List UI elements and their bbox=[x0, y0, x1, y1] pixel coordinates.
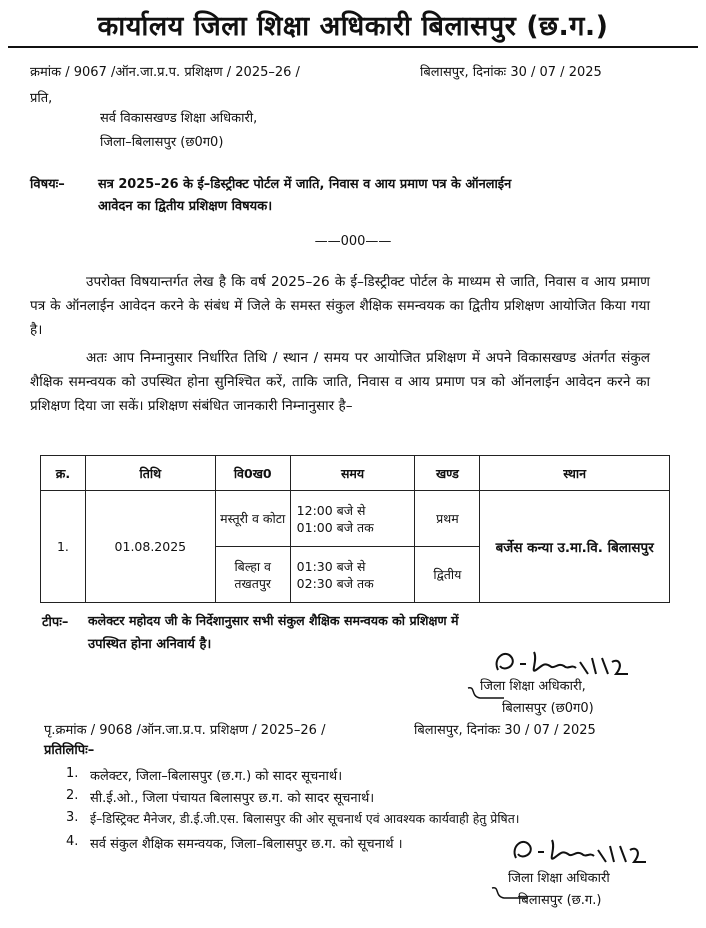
signatory-place: बिलासपुर (छ0ग0) bbox=[502, 701, 594, 716]
col-header-venue: स्थान bbox=[480, 456, 670, 491]
col-header-serial: क्र. bbox=[41, 456, 86, 491]
copy-item-text: सर्व संकुल शैक्षिक समन्वयक, जिला–बिलासपुर छ.ग. को सूचनार्थ । bbox=[90, 837, 403, 852]
copy-reference-number: पृ.क्रमांक / 9068 /ऑन.जा.प्र.प. प्रशिक्षण / 2025–26 / bbox=[44, 723, 326, 738]
reference-number: क्रमांक / 9067 /ऑन.जा.प्र.प. प्रशिक्षण / 2025–26 / bbox=[30, 65, 300, 80]
header-divider bbox=[8, 46, 698, 48]
cell-venue: बर्जेस कन्या उ.मा.वि. बिलासपुर bbox=[480, 491, 670, 603]
copy-item-number: 4. bbox=[66, 834, 79, 849]
copy-label: प्रतिलिपिः– bbox=[44, 743, 95, 758]
training-schedule-table bbox=[40, 455, 670, 603]
copy-item-number: 3. bbox=[66, 810, 79, 825]
separator: ——000—— bbox=[314, 234, 392, 249]
office-title: कार्यालय जिला शिक्षा अधिकारी बिलासपुर (छ.ग.) bbox=[97, 11, 609, 42]
to-prefix: प्रति, bbox=[30, 91, 53, 106]
col-header-block: वि0ख0 bbox=[215, 456, 290, 491]
addressee-line2: जिला–बिलासपुर (छ0ग0) bbox=[100, 135, 224, 150]
table-row bbox=[41, 491, 670, 547]
body-paragraph-2: अतः आप निम्नानुसार निर्धारित तिथि / स्थान / समय पर आयोजित प्रशिक्षण में अपने विकासखण्ड अंतर्गत संकुल शैक्षिक समन्वयक को उपस्थित होना सुनिश्चित करें, ताकि जाति, निवास व आय प्रमाण पत्र को ऑनलाईन आवेदन करने का प्रशिक्षण दिया जा सकें। प्रशिक्षण संबंधित जानकारी निम्नानुसार है– bbox=[30, 350, 650, 414]
note-line1: कलेक्टर महोदय जी के निर्देशानुसार सभी संकुल शैक्षिक समन्वयक को प्रशिक्षण में bbox=[88, 613, 459, 628]
time-start: 01:30 बजे से bbox=[296, 558, 366, 574]
copy-item-number: 2. bbox=[66, 788, 79, 803]
subject-line2: आवेदन का द्वितीय प्रशिक्षण विषयक। bbox=[98, 199, 273, 214]
cell-time bbox=[290, 547, 415, 603]
time-start: 12:00 बजे से bbox=[296, 502, 366, 518]
cell-block: मस्तूरी व कोटा bbox=[215, 491, 290, 547]
cell-time bbox=[290, 491, 415, 547]
cell-khand: द्वितीय bbox=[415, 547, 480, 603]
note-label: टीपः– bbox=[42, 615, 69, 630]
signature-flourish bbox=[466, 684, 506, 704]
subject-label: विषयः– bbox=[30, 177, 65, 192]
cell-block: बिल्हा व तखतपुर bbox=[215, 547, 290, 603]
body-paragraph-1: उपरोक्त विषयान्तर्गत लेख है कि वर्ष 2025–26 के ई–डिस्ट्रीक्ट पोर्टल के माध्यम से जाति, निवास व आय प्रमाण पत्र के ऑनलाईन आवेदन करने के संबंध में जिले के समस्त संकुल शैक्षिक समन्वयक का द्वितीय प्रशिक्षण आयोजित किया गया है। bbox=[30, 274, 650, 338]
col-header-date: तिथि bbox=[85, 456, 215, 491]
signatory-place-2: बिलासपुर (छ.ग.) bbox=[518, 893, 602, 908]
cell-date: 01.08.2025 bbox=[85, 491, 215, 603]
col-header-khand: खण्ड bbox=[415, 456, 480, 491]
time-end: 01:00 बजे तक bbox=[296, 519, 374, 535]
subject-line1: सत्र 2025–26 के ई–डिस्ट्रीक्ट पोर्टल में जाति, निवास व आय प्रमाण पत्र के ऑनलाईन bbox=[98, 177, 512, 192]
addressee-line1: सर्व विकासखण्ड शिक्षा अधिकारी, bbox=[100, 111, 258, 126]
col-header-time: समय bbox=[290, 456, 415, 491]
place-date: बिलासपुर, दिनांकः 30 / 07 / 2025 bbox=[420, 65, 602, 80]
cell-khand: प्रथम bbox=[415, 491, 480, 547]
signatory-title: जिला शिक्षा अधिकारी, bbox=[480, 679, 586, 694]
note-line2: उपस्थित होना अनिवार्य है। bbox=[88, 637, 212, 652]
copy-item-number: 1. bbox=[66, 766, 79, 781]
copy-place-date: बिलासपुर, दिनांकः 30 / 07 / 2025 bbox=[414, 723, 596, 738]
table-header-row bbox=[41, 456, 670, 491]
cell-serial: 1. bbox=[41, 491, 86, 603]
copy-item-text: ई–डिस्ट्रिक्ट मैनेजर, डी.ई.जी.एस. बिलासपुर की ओर सूचनार्थ एवं आवश्यक कार्यवाही हेतु प्रेषित। bbox=[90, 811, 520, 826]
copy-item-text: सी.ई.ओ., जिला पंचायत बिलासपुर छ.ग. को सादर सूचनार्थ। bbox=[90, 791, 375, 806]
copy-item-text: कलेक्टर, जिला–बिलासपुर (छ.ग.) को सादर सूचनार्थ। bbox=[90, 769, 343, 784]
signatory-title-2: जिला शिक्षा अधिकारी bbox=[508, 871, 610, 886]
time-end: 02:30 बजे तक bbox=[296, 575, 374, 591]
